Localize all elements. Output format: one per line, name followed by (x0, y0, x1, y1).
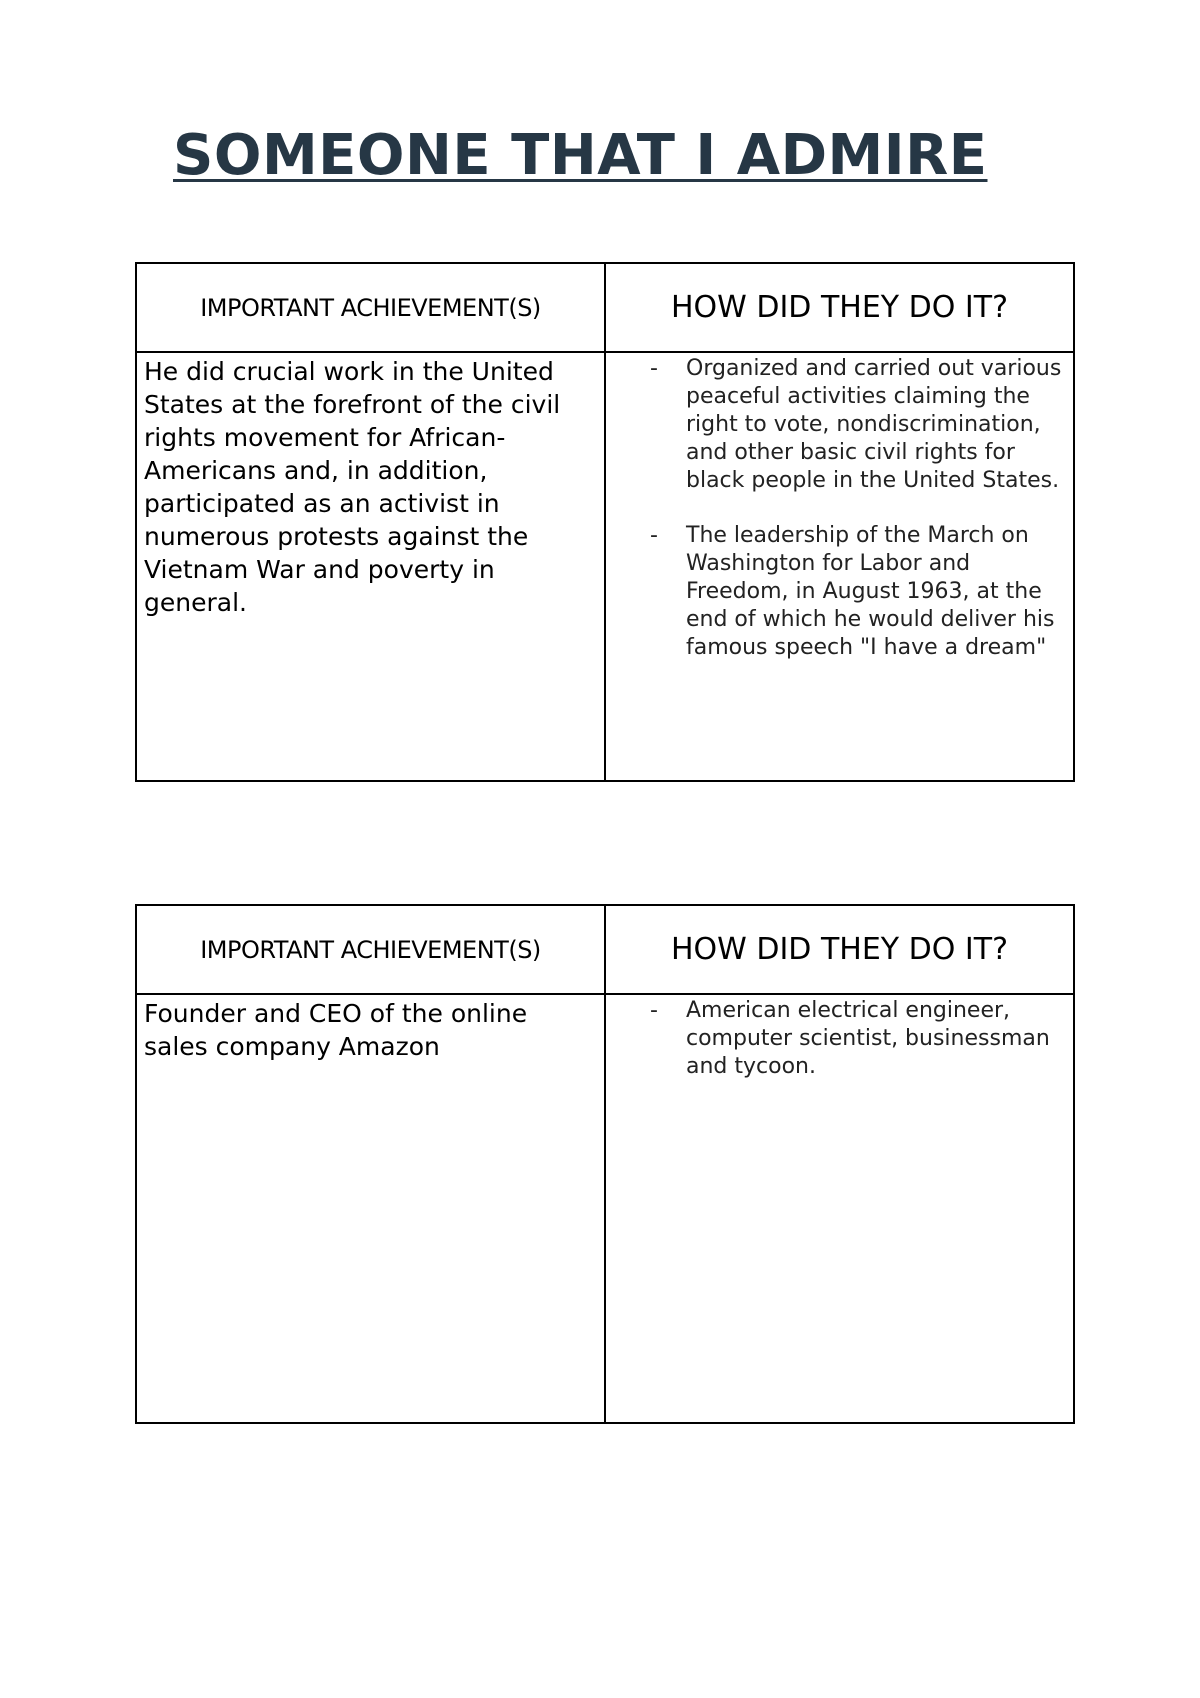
table-header-row (136, 263, 1074, 352)
method-text: American electrical engineer, computer scientist, businessman and tycoon. (686, 998, 1050, 1079)
achievement-cell (136, 352, 605, 781)
method-cell (605, 994, 1074, 1423)
table-header-row (136, 905, 1074, 994)
dash-bullet: - (650, 523, 658, 548)
admire-table-2 (135, 904, 1075, 1424)
method-cell (605, 352, 1074, 781)
method-list (606, 353, 1073, 662)
method-text: Organized and carried out various peaceful activities claiming the right to vote, nondiscrimination, and other basic civil rights for black people in the United States. (686, 356, 1062, 493)
header-how: HOW DID THEY DO IT? (605, 263, 1074, 352)
method-list (606, 995, 1073, 1081)
achievement-cell (136, 994, 605, 1423)
header-achievements: IMPORTANT ACHIEVEMENT(S) (136, 905, 605, 994)
dash-bullet: - (650, 998, 658, 1023)
table-body-row (136, 994, 1074, 1423)
method-text: The leadership of the March on Washington for Labor and Freedom, in August 1963, at the end of which he would deliver his famous speech "I have a dream" (686, 523, 1055, 660)
table-body-row (136, 352, 1074, 781)
header-how: HOW DID THEY DO IT? (605, 905, 1074, 994)
achievement-text: Founder and CEO of the online sales company Amazon (144, 999, 528, 1061)
achievement-text: He did crucial work in the United States at the forefront of the civil rights movement for African-Americans and, in addition, participated as an activist in numerous protests against the Vietnam War and poverty in general. (144, 357, 561, 617)
dash-bullet: - (650, 356, 658, 381)
page-title: SOMEONE THAT I ADMIRE (173, 123, 988, 188)
list-item (606, 355, 1067, 495)
admire-table-1 (135, 262, 1075, 782)
header-achievements: IMPORTANT ACHIEVEMENT(S) (136, 263, 605, 352)
list-item (606, 997, 1067, 1081)
list-item (606, 522, 1067, 662)
